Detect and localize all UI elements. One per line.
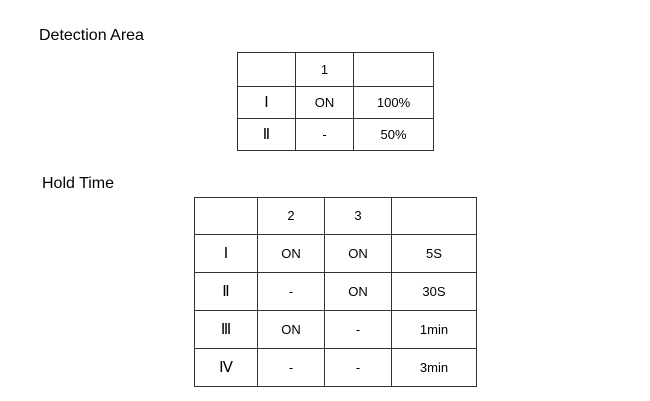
header-cell-dip-3: 3 (325, 198, 392, 235)
hold-time-value: 1min (392, 311, 477, 349)
hold-time-table (194, 197, 477, 387)
header-cell-dip-1: 1 (296, 53, 354, 87)
hold-time-value: 3min (392, 349, 477, 387)
table-row (238, 119, 434, 151)
hold-time-value: 30S (392, 273, 477, 311)
table-row (195, 273, 477, 311)
table-row (195, 235, 477, 273)
row-label-1: Ⅰ (238, 87, 296, 119)
header-cell-empty (238, 53, 296, 87)
row-label-2: Ⅱ (195, 273, 258, 311)
switch-3-state: ON (325, 235, 392, 273)
table-row (195, 349, 477, 387)
detection-area-title: Detection Area (39, 27, 144, 44)
switch-2-state: - (258, 349, 325, 387)
switch-3-state: - (325, 311, 392, 349)
hold-time-title: Hold Time (42, 175, 115, 192)
header-cell-empty (195, 198, 258, 235)
header-cell-empty (392, 198, 477, 235)
detection-area-table (237, 52, 434, 151)
switch-1-state: ON (296, 87, 354, 119)
row-label-2: Ⅱ (238, 119, 296, 151)
table-header-row (238, 53, 434, 87)
detection-area-value: 100% (354, 87, 434, 119)
switch-2-state: ON (258, 311, 325, 349)
header-cell-dip-2: 2 (258, 198, 325, 235)
header-cell-empty (354, 53, 434, 87)
detection-area-value: 50% (354, 119, 434, 151)
switch-3-state: ON (325, 273, 392, 311)
table-header-row (195, 198, 477, 235)
table-row (238, 87, 434, 119)
hold-time-value: 5S (392, 235, 477, 273)
row-label-1: Ⅰ (195, 235, 258, 273)
row-label-4: Ⅳ (195, 349, 258, 387)
row-label-3: Ⅲ (195, 311, 258, 349)
switch-1-state: - (296, 119, 354, 151)
switch-2-state: - (258, 273, 325, 311)
switch-3-state: - (325, 349, 392, 387)
table-row (195, 311, 477, 349)
switch-2-state: ON (258, 235, 325, 273)
